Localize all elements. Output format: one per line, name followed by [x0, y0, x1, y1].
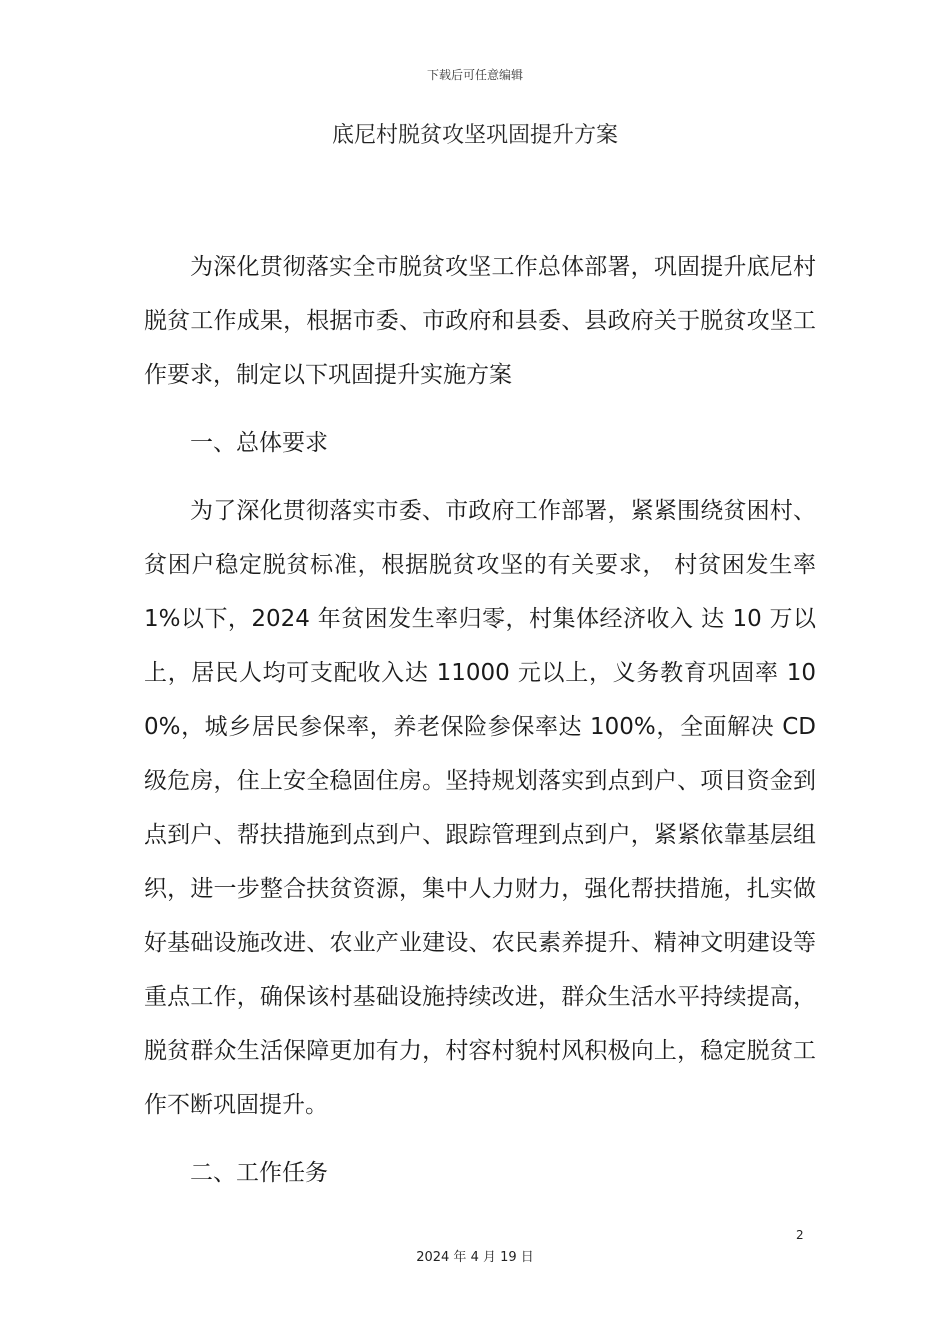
section-1-paragraph: 为了深化贯彻落实市委、市政府工作部署，紧紧围绕贫困村、贫困户稳定脱贫标准，根据脱贫攻坚的有关要求， 村贫困发生率1%以下，2024 年贫困发生率归零，村集体经济收入 达 10 万以上，居民人均可支配收入达 11000 元以上，义务教育巩固率 100%，城乡居民参保率，养老保险参保率达 100%，全面解决 CD 级危房，住上安全稳固住房。坚持规划落实到点到户、项目资金到点到户、帮扶措施到点到户、跟踪管理到点到户，紧紧依靠基层组织，进一步整合扶贫资源，集中人力财力，强化帮扶措施，扎实做好基础设施改进、农业产业建设、农民素养提升、精神文明建设等重点工作，确保该村基础设施持续改进，群众生活水平持续提高，脱贫群众生活保障更加有力，村容村貌村风积极向上，稳定脱贫工作不断巩固提升。: [144, 498, 816, 1118]
spacer: [144, 402, 816, 416]
spacer: [144, 1132, 816, 1146]
intro-paragraph: 为深化贯彻落实全市脱贫攻坚工作总体部署，巩固提升底尼村脱贫工作成果，根据市委、市政府和县委、县政府关于脱贫攻坚工作要求，制定以下巩固提升实施方案: [144, 254, 816, 388]
document-title: 底尼村脱贫攻坚巩固提升方案: [331, 123, 618, 148]
header-note: 下载后可任意编辑: [426, 68, 523, 82]
page-number: 2: [796, 1228, 804, 1242]
spacer: [144, 470, 816, 484]
document-body: [144, 240, 816, 1200]
section-heading-2: 二、工作任务: [190, 1160, 328, 1186]
section-heading-1: 一、总体要求: [190, 430, 328, 456]
footer-date: 2024 年 4 月 19 日: [416, 1250, 534, 1265]
